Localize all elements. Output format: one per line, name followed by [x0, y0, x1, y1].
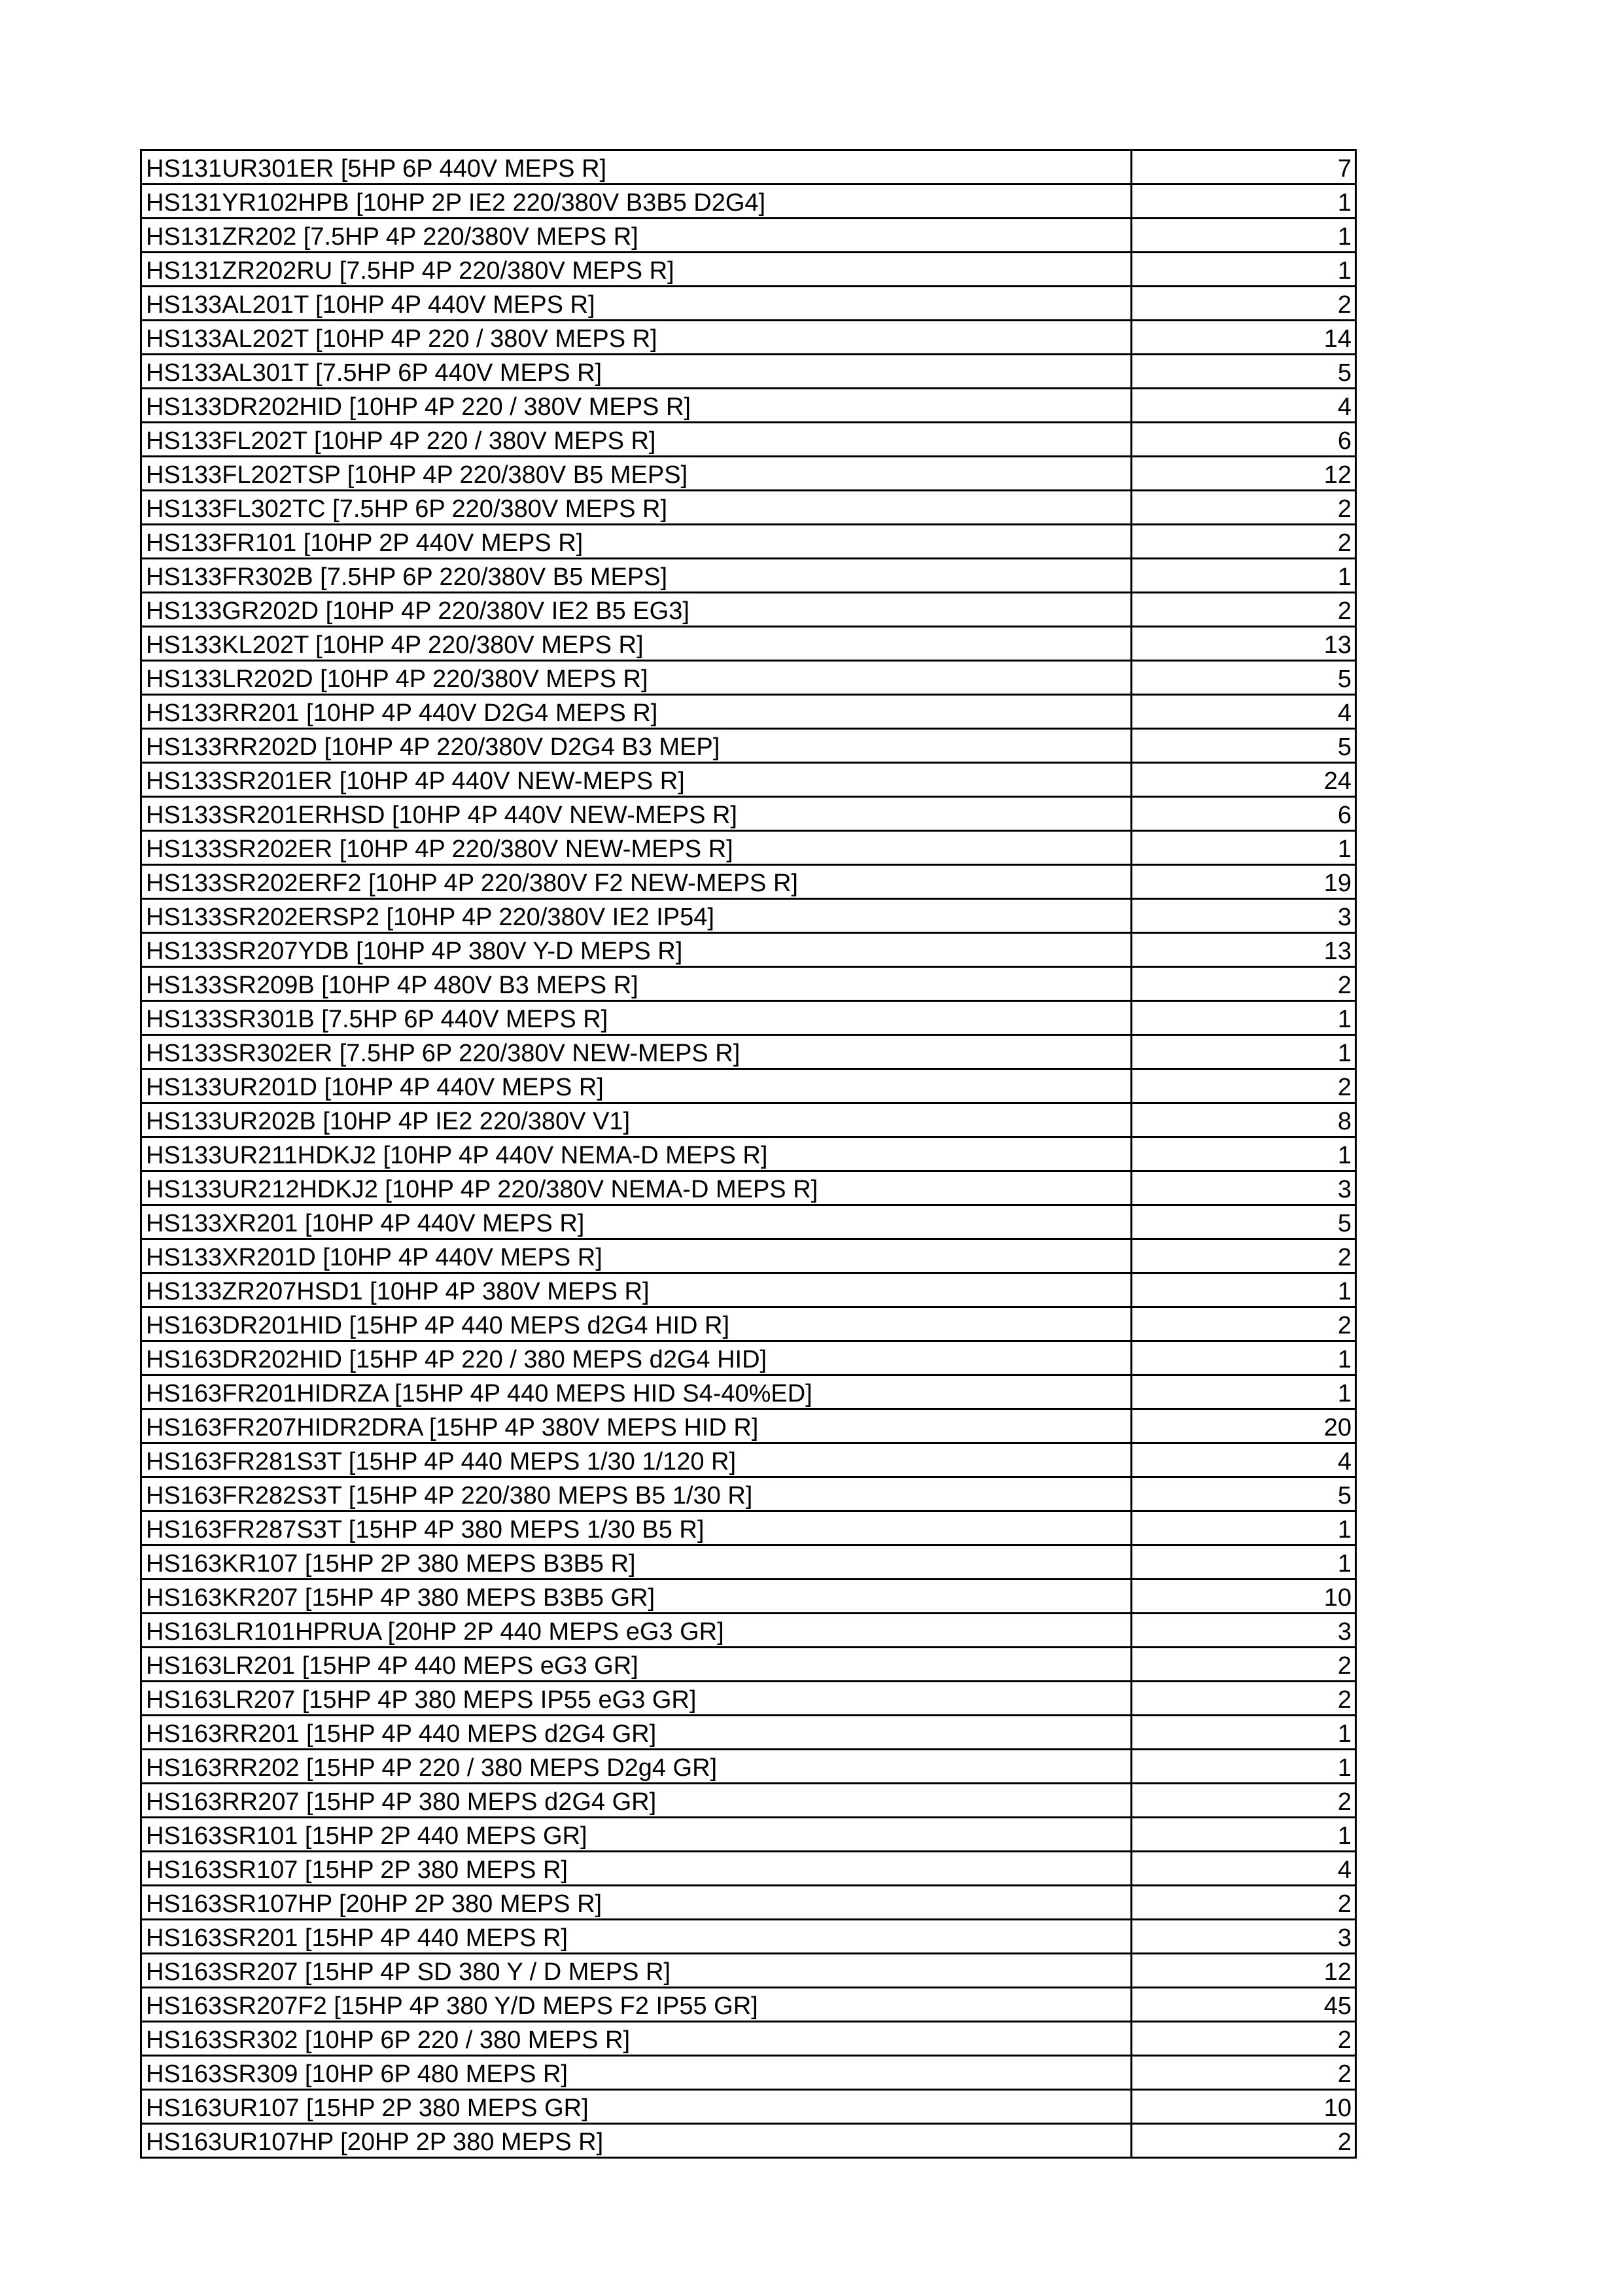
item-description-cell: HS163FR282S3T [15HP 4P 220/380 MEPS B5 1/30 R] — [141, 1477, 1132, 1511]
item-description-cell: HS163SR207F2 [15HP 4P 380 Y/D MEPS F2 IP55 GR] — [141, 1988, 1132, 2022]
table-row — [141, 1069, 1356, 1103]
table-row — [141, 559, 1356, 593]
quantity-cell: 1 — [1132, 1375, 1356, 1409]
table-row — [141, 491, 1356, 525]
item-description-cell: HS133SR201ERHSD [10HP 4P 440V NEW-MEPS R] — [141, 797, 1132, 831]
item-description-cell: HS133LR202D [10HP 4P 220/380V MEPS R] — [141, 661, 1132, 695]
item-description-cell: HS163KR207 [15HP 4P 380 MEPS B3B5 GR] — [141, 1580, 1132, 1614]
quantity-cell: 2 — [1132, 1307, 1356, 1341]
item-description-cell: HS163UR107 [15HP 2P 380 MEPS GR] — [141, 2090, 1132, 2124]
item-description-cell: HS163SR309 [10HP 6P 480 MEPS R] — [141, 2056, 1132, 2090]
quantity-cell: 24 — [1132, 763, 1356, 797]
item-description-cell: HS133GR202D [10HP 4P 220/380V IE2 B5 EG3] — [141, 593, 1132, 627]
table-row — [141, 1171, 1356, 1205]
quantity-cell: 5 — [1132, 729, 1356, 763]
quantity-cell: 13 — [1132, 627, 1356, 661]
item-description-cell: HS133SR202ERSP2 [10HP 4P 220/380V IE2 IP54] — [141, 899, 1132, 933]
quantity-cell: 12 — [1132, 457, 1356, 491]
quantity-cell: 4 — [1132, 1852, 1356, 1886]
item-description-cell: HS133FL202TSP [10HP 4P 220/380V B5 MEPS] — [141, 457, 1132, 491]
quantity-cell: 1 — [1132, 1341, 1356, 1375]
item-description-cell: HS133RR201 [10HP 4P 440V D2G4 MEPS R] — [141, 695, 1132, 729]
table-row — [141, 1375, 1356, 1409]
table-row — [141, 1137, 1356, 1171]
item-description-cell: HS133RR202D [10HP 4P 220/380V D2G4 B3 MEP] — [141, 729, 1132, 763]
item-description-cell: HS131UR301ER [5HP 6P 440V MEPS R] — [141, 150, 1132, 185]
item-description-cell: HS133SR202ER [10HP 4P 220/380V NEW-MEPS R] — [141, 831, 1132, 865]
item-description-cell: HS163UR107HP [20HP 2P 380 MEPS R] — [141, 2124, 1132, 2158]
item-description-cell: HS133UR211HDKJ2 [10HP 4P 440V NEMA-D MEPS R] — [141, 1137, 1132, 1171]
table-row — [141, 185, 1356, 219]
quantity-cell: 2 — [1132, 1648, 1356, 1682]
quantity-cell: 1 — [1132, 1750, 1356, 1784]
quantity-cell: 4 — [1132, 389, 1356, 423]
quantity-cell: 2 — [1132, 967, 1356, 1001]
quantity-cell: 4 — [1132, 1443, 1356, 1477]
item-description-cell: HS133AL301T [7.5HP 6P 440V MEPS R] — [141, 355, 1132, 389]
table-row — [141, 1886, 1356, 1920]
quantity-cell: 1 — [1132, 1511, 1356, 1545]
table-row — [141, 355, 1356, 389]
quantity-cell: 2 — [1132, 1069, 1356, 1103]
item-description-cell: HS133UR201D [10HP 4P 440V MEPS R] — [141, 1069, 1132, 1103]
item-description-cell: HS163FR287S3T [15HP 4P 380 MEPS 1/30 B5 R] — [141, 1511, 1132, 1545]
item-description-cell: HS133FL202T [10HP 4P 220 / 380V MEPS R] — [141, 423, 1132, 457]
table-row — [141, 525, 1356, 559]
table-row — [141, 1001, 1356, 1035]
table-row — [141, 593, 1356, 627]
table-row — [141, 865, 1356, 899]
table-row — [141, 1716, 1356, 1750]
table-row — [141, 2090, 1356, 2124]
item-description-cell: HS163SR107HP [20HP 2P 380 MEPS R] — [141, 1886, 1132, 1920]
item-description-cell: HS163DR202HID [15HP 4P 220 / 380 MEPS d2G4 HID] — [141, 1341, 1132, 1375]
table-row — [141, 627, 1356, 661]
table-row — [141, 1341, 1356, 1375]
item-description-cell: HS133KL202T [10HP 4P 220/380V MEPS R] — [141, 627, 1132, 661]
table-row — [141, 1545, 1356, 1580]
quantity-cell: 1 — [1132, 1035, 1356, 1069]
item-description-cell: HS133SR301B [7.5HP 6P 440V MEPS R] — [141, 1001, 1132, 1035]
table-row — [141, 797, 1356, 831]
quantity-cell: 2 — [1132, 2124, 1356, 2158]
quantity-cell: 10 — [1132, 1580, 1356, 1614]
table-row — [141, 2056, 1356, 2090]
quantity-cell: 1 — [1132, 1137, 1356, 1171]
item-description-cell: HS163FR207HIDR2DRA [15HP 4P 380V MEPS HID R] — [141, 1409, 1132, 1443]
quantity-cell: 2 — [1132, 525, 1356, 559]
item-description-cell: HS131YR102HPB [10HP 2P IE2 220/380V B3B5 D2G4] — [141, 185, 1132, 219]
item-description-cell: HS163SR201 [15HP 4P 440 MEPS R] — [141, 1920, 1132, 1954]
item-description-cell: HS163FR281S3T [15HP 4P 440 MEPS 1/30 1/120 R] — [141, 1443, 1132, 1477]
table-row — [141, 1580, 1356, 1614]
table-row — [141, 1920, 1356, 1954]
item-description-cell: HS163DR201HID [15HP 4P 440 MEPS d2G4 HID R] — [141, 1307, 1132, 1341]
quantity-cell: 2 — [1132, 1682, 1356, 1716]
quantity-cell: 2 — [1132, 491, 1356, 525]
item-description-cell: HS133FR101 [10HP 2P 440V MEPS R] — [141, 525, 1132, 559]
table-row — [141, 1954, 1356, 1988]
item-description-cell: HS163SR107 [15HP 2P 380 MEPS R] — [141, 1852, 1132, 1886]
quantity-cell: 1 — [1132, 1818, 1356, 1852]
table-row — [141, 1648, 1356, 1682]
quantity-cell: 5 — [1132, 1477, 1356, 1511]
table-row — [141, 1682, 1356, 1716]
item-description-cell: HS133SR202ERF2 [10HP 4P 220/380V F2 NEW-MEPS R] — [141, 865, 1132, 899]
document-page — [140, 149, 1355, 2159]
quantity-cell: 3 — [1132, 1171, 1356, 1205]
table-row — [141, 1477, 1356, 1511]
item-description-cell: HS133SR207YDB [10HP 4P 380V Y-D MEPS R] — [141, 933, 1132, 967]
table-row — [141, 2022, 1356, 2056]
quantity-cell: 5 — [1132, 1205, 1356, 1239]
quantity-cell: 2 — [1132, 1886, 1356, 1920]
item-description-cell: HS131ZR202 [7.5HP 4P 220/380V MEPS R] — [141, 219, 1132, 253]
item-description-cell: HS163FR201HIDRZA [15HP 4P 440 MEPS HID S4-40%ED] — [141, 1375, 1132, 1409]
item-description-cell: HS163SR302 [10HP 6P 220 / 380 MEPS R] — [141, 2022, 1132, 2056]
quantity-cell: 1 — [1132, 1273, 1356, 1307]
item-description-cell: HS133SR201ER [10HP 4P 440V NEW-MEPS R] — [141, 763, 1132, 797]
item-description-cell: HS131ZR202RU [7.5HP 4P 220/380V MEPS R] — [141, 253, 1132, 287]
table-row — [141, 1409, 1356, 1443]
quantity-cell: 13 — [1132, 933, 1356, 967]
motor-parts-table — [140, 149, 1357, 2159]
table-row — [141, 899, 1356, 933]
quantity-cell: 2 — [1132, 593, 1356, 627]
table-body — [141, 150, 1356, 2158]
quantity-cell: 1 — [1132, 253, 1356, 287]
quantity-cell: 2 — [1132, 2056, 1356, 2090]
table-row — [141, 1273, 1356, 1307]
table-row — [141, 933, 1356, 967]
quantity-cell: 1 — [1132, 1001, 1356, 1035]
item-description-cell: HS133XR201 [10HP 4P 440V MEPS R] — [141, 1205, 1132, 1239]
table-row — [141, 150, 1356, 185]
item-description-cell: HS133UR202B [10HP 4P IE2 220/380V V1] — [141, 1103, 1132, 1137]
table-row — [141, 1205, 1356, 1239]
table-row — [141, 457, 1356, 491]
quantity-cell: 1 — [1132, 559, 1356, 593]
table-row — [141, 1239, 1356, 1273]
table-row — [141, 967, 1356, 1001]
quantity-cell: 5 — [1132, 661, 1356, 695]
item-description-cell: HS163LR101HPRUA [20HP 2P 440 MEPS eG3 GR] — [141, 1614, 1132, 1648]
quantity-cell: 3 — [1132, 899, 1356, 933]
table-row — [141, 1988, 1356, 2022]
quantity-cell: 2 — [1132, 1239, 1356, 1273]
table-row — [141, 253, 1356, 287]
table-row — [141, 423, 1356, 457]
quantity-cell: 6 — [1132, 423, 1356, 457]
table-row — [141, 1035, 1356, 1069]
quantity-cell: 20 — [1132, 1409, 1356, 1443]
table-row — [141, 1784, 1356, 1818]
quantity-cell: 10 — [1132, 2090, 1356, 2124]
table-row — [141, 661, 1356, 695]
item-description-cell: HS133FL302TC [7.5HP 6P 220/380V MEPS R] — [141, 491, 1132, 525]
quantity-cell: 3 — [1132, 1614, 1356, 1648]
item-description-cell: HS133FR302B [7.5HP 6P 220/380V B5 MEPS] — [141, 559, 1132, 593]
table-row — [141, 219, 1356, 253]
item-description-cell: HS133AL201T [10HP 4P 440V MEPS R] — [141, 287, 1132, 321]
table-row — [141, 1103, 1356, 1137]
item-description-cell: HS133XR201D [10HP 4P 440V MEPS R] — [141, 1239, 1132, 1273]
quantity-cell: 14 — [1132, 321, 1356, 355]
table-row — [141, 1443, 1356, 1477]
quantity-cell: 1 — [1132, 219, 1356, 253]
table-row — [141, 695, 1356, 729]
table-row — [141, 321, 1356, 355]
table-row — [141, 1614, 1356, 1648]
quantity-cell: 5 — [1132, 355, 1356, 389]
quantity-cell: 19 — [1132, 865, 1356, 899]
quantity-cell: 2 — [1132, 1784, 1356, 1818]
quantity-cell: 1 — [1132, 1716, 1356, 1750]
item-description-cell: HS163SR101 [15HP 2P 440 MEPS GR] — [141, 1818, 1132, 1852]
quantity-cell: 1 — [1132, 1545, 1356, 1580]
quantity-cell: 8 — [1132, 1103, 1356, 1137]
quantity-cell: 1 — [1132, 185, 1356, 219]
table-row — [141, 389, 1356, 423]
table-row — [141, 729, 1356, 763]
quantity-cell: 1 — [1132, 831, 1356, 865]
table-row — [141, 287, 1356, 321]
table-row — [141, 1511, 1356, 1545]
item-description-cell: HS163LR207 [15HP 4P 380 MEPS IP55 eG3 GR] — [141, 1682, 1132, 1716]
table-row — [141, 2124, 1356, 2158]
quantity-cell: 2 — [1132, 287, 1356, 321]
item-description-cell: HS133SR209B [10HP 4P 480V B3 MEPS R] — [141, 967, 1132, 1001]
item-description-cell: HS163KR107 [15HP 2P 380 MEPS B3B5 R] — [141, 1545, 1132, 1580]
item-description-cell: HS133SR302ER [7.5HP 6P 220/380V NEW-MEPS R] — [141, 1035, 1132, 1069]
item-description-cell: HS163RR201 [15HP 4P 440 MEPS d2G4 GR] — [141, 1716, 1132, 1750]
table-row — [141, 1307, 1356, 1341]
quantity-cell: 7 — [1132, 150, 1356, 185]
quantity-cell: 12 — [1132, 1954, 1356, 1988]
item-description-cell: HS163SR207 [15HP 4P SD 380 Y / D MEPS R] — [141, 1954, 1132, 1988]
quantity-cell: 4 — [1132, 695, 1356, 729]
quantity-cell: 45 — [1132, 1988, 1356, 2022]
item-description-cell: HS163LR201 [15HP 4P 440 MEPS eG3 GR] — [141, 1648, 1132, 1682]
quantity-cell: 3 — [1132, 1920, 1356, 1954]
item-description-cell: HS133UR212HDKJ2 [10HP 4P 220/380V NEMA-D MEPS R] — [141, 1171, 1132, 1205]
table-row — [141, 1818, 1356, 1852]
quantity-cell: 6 — [1132, 797, 1356, 831]
quantity-cell: 2 — [1132, 2022, 1356, 2056]
table-row — [141, 1852, 1356, 1886]
table-row — [141, 1750, 1356, 1784]
table-row — [141, 763, 1356, 797]
item-description-cell: HS133DR202HID [10HP 4P 220 / 380V MEPS R] — [141, 389, 1132, 423]
item-description-cell: HS163RR207 [15HP 4P 380 MEPS d2G4 GR] — [141, 1784, 1132, 1818]
item-description-cell: HS133AL202T [10HP 4P 220 / 380V MEPS R] — [141, 321, 1132, 355]
item-description-cell: HS133ZR207HSD1 [10HP 4P 380V MEPS R] — [141, 1273, 1132, 1307]
item-description-cell: HS163RR202 [15HP 4P 220 / 380 MEPS D2g4 GR] — [141, 1750, 1132, 1784]
table-row — [141, 831, 1356, 865]
